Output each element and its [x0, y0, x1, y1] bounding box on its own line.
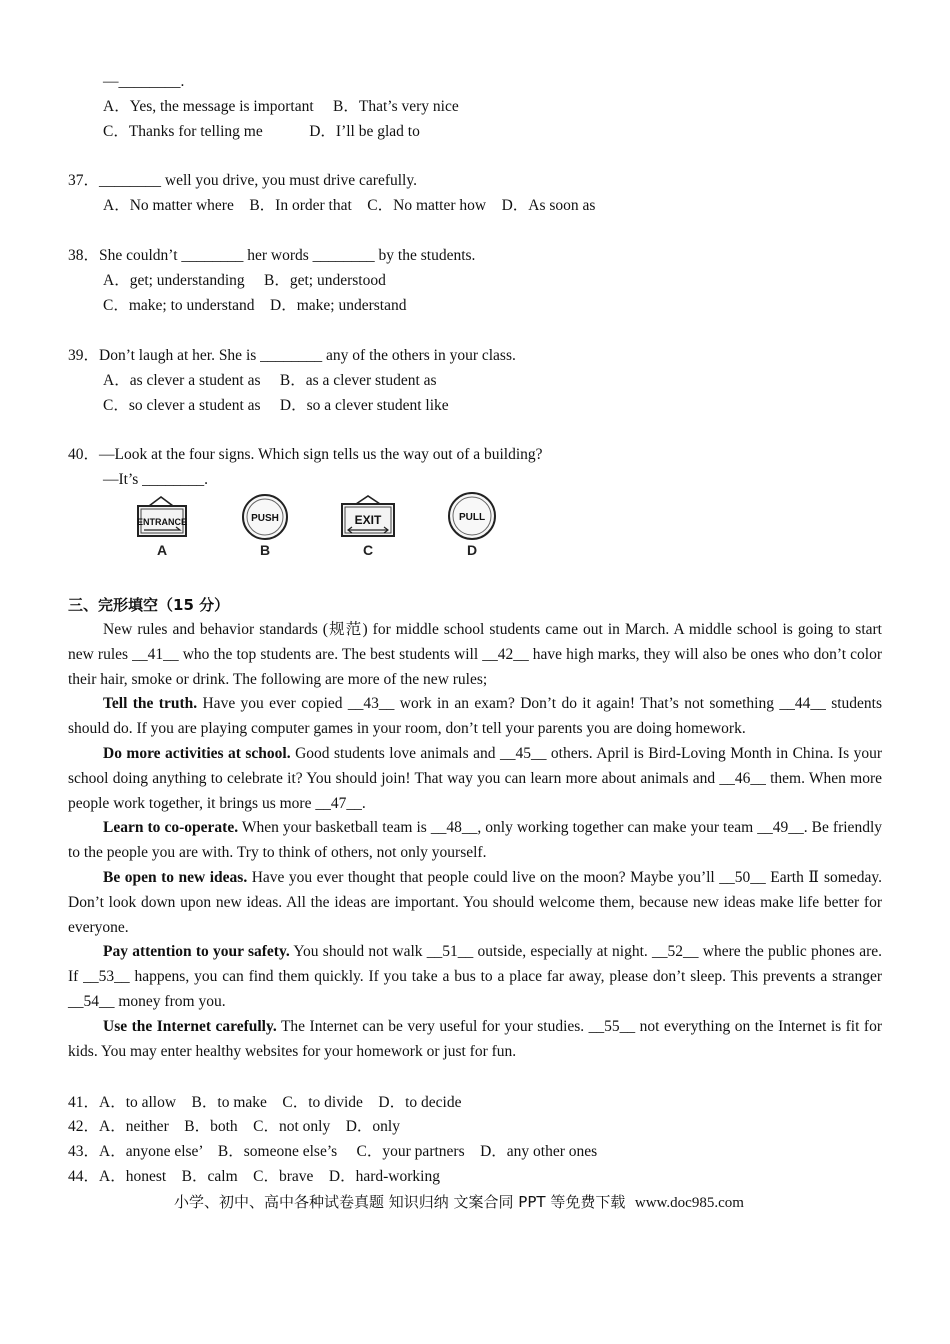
- svg-text:ENTRANCE: ENTRANCE: [136, 517, 188, 527]
- q39-options-row1: A．as clever a student as B．as a clever student as: [103, 372, 437, 389]
- q36-answer-line: —________.: [103, 73, 185, 90]
- q36-options-row1: A．Yes, the message is important B．That’s very nice: [103, 98, 459, 115]
- section-heading: 三、完形填空（15 分）: [68, 596, 230, 614]
- q36-options-row2: C．Thanks for telling me D．I’ll be glad to: [103, 123, 420, 140]
- svg-text:EXIT: EXIT: [354, 513, 382, 527]
- q37-stem: 37．________ well you drive, you must drive carefully.: [68, 172, 417, 189]
- q38-options-row2: C．make; to understand D．make; understand: [103, 297, 407, 314]
- q39-stem: 39．Don’t laugh at her. She is ________ any of the others in your class.: [68, 347, 516, 364]
- cloze-passage: [68, 618, 882, 1064]
- passage-paragraph-internet: Use the Internet carefully. The Internet can be very useful for your studies. __55__ not everything on the Internet is fit for kids. You may enter healthy websites for your homework or just for fun.: [68, 1017, 882, 1060]
- page-footer: [174, 1191, 744, 1212]
- sign-images: [130, 492, 510, 562]
- svg-text:PULL: PULL: [458, 512, 486, 523]
- q42-options: 42．A．neither B．both C．not only D．only: [68, 1118, 400, 1135]
- q43-options: 43．A．anyone else’ B．someone else’s C．your partners D．any other ones: [68, 1143, 598, 1160]
- passage-paragraph-activities: Do more activities at school. Good students love animals and __45__ others. April is Bird-Loving Month in China. Is your school doing anything to celebrate it? You should join! That way you can learn more about animals and __46__ them. When more people work together, it brings us more __47__.: [68, 744, 883, 812]
- svg-text:A: A: [156, 542, 168, 558]
- q37-options: A．No matter where B．In order that C．No matter how D．As soon as: [103, 197, 596, 214]
- passage-paragraph-intro: New rules and behavior standards (规范) for middle school students came out in March. A middle school is going to start new rules __41__ who the top students are. The best students will __42__ have high marks, they will also be ones who don’t color their hair, smoke or drink. The following are more of the new rules;: [68, 621, 882, 688]
- passage-paragraph-ideas: Be open to new ideas. Have you ever thought that people could live on the moon? Maybe you’ll __50__ Earth Ⅱ someday. Don’t look down upon new ideas. All the ideas are important. You should welcome them, because new ideas make life better for everyone.: [68, 868, 882, 936]
- entrance-sign: [130, 492, 200, 562]
- q40-stem: 40．—Look at the four signs. Which sign tells us the way out of a building?: [68, 446, 543, 463]
- svg-text:PUSH: PUSH: [251, 513, 279, 524]
- q39-options-row2: C．so clever a student as D．so a clever student like: [103, 397, 449, 414]
- exit-sign: [336, 492, 406, 562]
- passage-paragraph-safety: Pay attention to your safety. You should not walk __51__ outside, especially at night. __52__ where the public phones are. If __53__ happens, you can find them quickly. If you take a bus to a place far away, please don’t sleep. This prevents a stranger __54__ money from you.: [68, 943, 882, 1010]
- footer-text: 小学、初中、高中各种试卷真题 知识归纳 文案合同 PPT 等免费下载: [174, 1193, 626, 1211]
- passage-paragraph-truth: Tell the truth. Have you ever copied __43__ work in an exam? Don’t do it again! That’s not something __44__ students should do. If you are playing computer games in your room, don’t tell your parents you are doing homework.: [68, 695, 882, 738]
- svg-text:B: B: [259, 542, 271, 558]
- svg-text:C: C: [362, 542, 374, 558]
- q38-options-row1: A．get; understanding B．get; understood: [103, 272, 386, 289]
- pull-sign: [438, 492, 508, 562]
- q40-answer-line: —It’s ________.: [103, 471, 209, 488]
- passage-paragraph-cooperate: Learn to co-operate. When your basketball team is __48__, only working together can make your team __49__. Be friendly to the people you are with. Try to think of others, not only yourself.: [68, 819, 882, 862]
- q41-options: 41．A．to allow B．to make C．to divide D．to decide: [68, 1094, 462, 1111]
- footer-link[interactable]: www.doc985.com: [634, 1195, 744, 1211]
- q44-options: 44．A．honest B．calm C．brave D．hard-working: [68, 1168, 440, 1185]
- q38-stem: 38．She couldn’t ________ her words ________ by the students.: [68, 247, 476, 264]
- push-sign: [234, 492, 304, 562]
- svg-text:D: D: [466, 542, 478, 558]
